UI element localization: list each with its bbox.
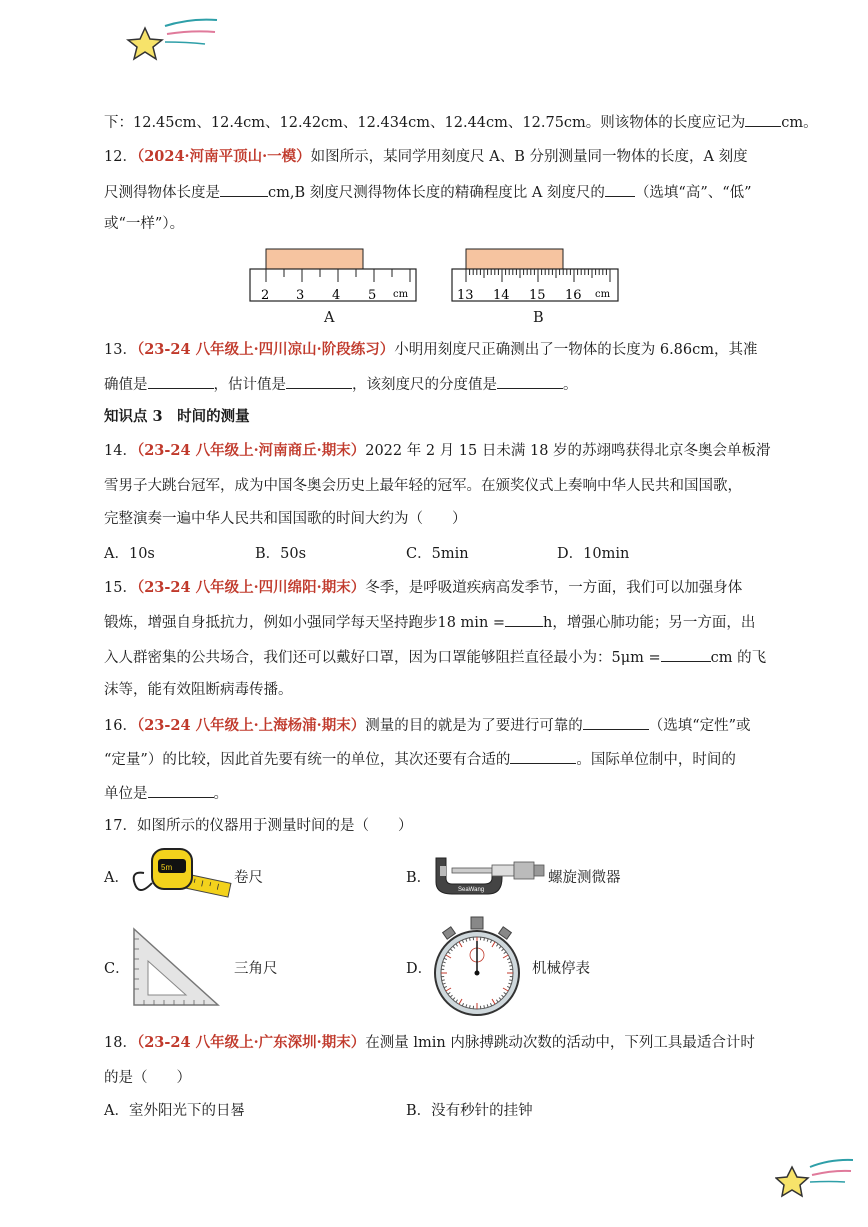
q18-line-2: 的是（ ）	[104, 1070, 191, 1086]
q12-line-2: 尺测得物体长度是 cm,B 刻度尺测得物体长度的精确程度比 A 刻度尺的 （选填“高”、“低”	[104, 182, 752, 203]
measured-object	[466, 249, 563, 269]
dial-tick	[509, 980, 512, 981]
q17-caption-d: 机械停表	[532, 961, 590, 977]
dial-tick	[470, 1005, 471, 1008]
answer-blank[interactable]	[583, 715, 649, 730]
dial-tick	[484, 1005, 485, 1008]
tick-label: 3	[296, 288, 305, 303]
q13-line-2: 确值是 ，估计值是 ，该刻度尺的分度值是 。	[104, 374, 578, 395]
unit-label: cm	[595, 289, 611, 300]
option-b[interactable]: B．没有秒针的挂钟	[406, 1103, 533, 1119]
figure-label-b: B	[533, 310, 544, 326]
ruler-b-figure	[450, 248, 622, 306]
q17-option-b-letter[interactable]: B．	[406, 870, 432, 886]
question-source: （23-24 八年级上·广东深圳·期末）	[136, 1034, 366, 1051]
tick-label: 5	[368, 288, 377, 303]
q15-line-3: 入人群密集的公共场合，我们还可以戴好口罩，因为口罩能够阻拦直径最小为：5μm = cm 的飞	[104, 647, 766, 668]
stopwatch-icon	[432, 915, 522, 1020]
answer-blank[interactable]	[505, 612, 543, 627]
q17-option-c-letter[interactable]: C．	[104, 961, 130, 977]
dial-tick	[442, 966, 445, 967]
answer-blank[interactable]	[220, 182, 268, 197]
answer-blank[interactable]	[497, 374, 563, 389]
option-a[interactable]: A．10s	[104, 546, 155, 562]
tape-measure-icon	[130, 843, 235, 905]
shooting-star-icon	[775, 1155, 855, 1200]
q12-line-1: 12．（2024·河南平顶山·一模）如图所示，某同学用刻度尺 A、B 分别测量同一物体的长度，A 刻度	[104, 148, 748, 165]
measured-object	[266, 249, 363, 269]
tick-label: 16	[565, 288, 582, 303]
q13-line-1: 13．（23-24 八年级上·四川凉山·阶段练习）小明用刻度尺正确测出了一物体的长度为 6.86cm，其准	[104, 341, 758, 358]
answer-blank[interactable]	[661, 647, 711, 662]
answer-blank[interactable]	[745, 112, 781, 127]
dial-tick	[470, 938, 471, 941]
question-source: （23-24 八年级上·河南商丘·期末）	[136, 442, 366, 459]
svg-text:SeaWang: SeaWang	[458, 887, 485, 893]
q17-caption-c: 三角尺	[234, 961, 278, 977]
tick-label: 14	[493, 288, 510, 303]
dial-tick	[509, 966, 512, 967]
q16-line-1: 16．（23-24 八年级上·上海杨浦·期末）测量的目的就是为了要进行可靠的 （选填“定性”或	[104, 717, 751, 734]
option-b[interactable]: B．50s	[255, 546, 307, 562]
q17-caption-a: 卷尺	[234, 870, 263, 886]
answer-blank[interactable]	[148, 783, 214, 798]
figure-label-a: A	[324, 310, 335, 326]
q16-line-3: 单位是 。	[104, 783, 228, 804]
q14-line-1: 14．（23-24 八年级上·河南商丘·期末）2022 年 2 月 15 日未满 18 岁的苏翊鸣获得北京冬奥会单板滑	[104, 442, 771, 459]
q11-tail-line: 下：12.45cm、12.4cm、12.42cm、12.434cm、12.44cm、12.75cm。则该物体的长度应记为 cm。	[104, 112, 818, 133]
q15-line-2: 锻炼，增强自身抵抗力，例如小强同学每天坚持跑步18 min = h，增强心肺功能；另一方面，出	[104, 612, 755, 633]
svg-text:5m: 5m	[161, 863, 173, 872]
answer-blank[interactable]	[510, 749, 576, 764]
answer-blank[interactable]	[148, 374, 214, 389]
q17-option-a-letter[interactable]: A．	[104, 870, 129, 886]
q16-line-2: “定量”）的比较，因此首先要有统一的单位，其次还要有合适的 。国际单位制中，时间的	[104, 749, 736, 770]
q14-line-3: 完整演奏一遍中华人民共和国国歌的时间大约为（ ）	[104, 511, 467, 527]
q17-stem: 17．如图所示的仪器用于测量时间的是（ ）	[104, 818, 413, 834]
tick-label: 4	[332, 288, 341, 303]
tick-label: 15	[529, 288, 546, 303]
q14-line-2: 雪男子大跳台冠军，成为中国冬奥会历史上最年轻的冠军。在颁奖仪式上奏响中华人民共和国国歌，	[104, 478, 742, 494]
micrometer-icon	[430, 848, 548, 900]
answer-blank[interactable]	[286, 374, 352, 389]
tick-label: 13	[457, 288, 474, 303]
dial-tick	[442, 980, 445, 981]
option-d[interactable]: D．10min	[557, 546, 630, 562]
tick-label: 2	[261, 288, 270, 303]
q17-option-d-letter[interactable]: D．	[406, 961, 433, 977]
option-a[interactable]: A．室外阳光下的日晷	[104, 1103, 245, 1119]
unit-label: cm	[393, 289, 409, 300]
section-heading: 知识点 3 时间的测量	[104, 408, 250, 425]
question-source: （2024·河南平顶山·一模）	[136, 148, 311, 165]
q18-line-1: 18．（23-24 八年级上·广东深圳·期末）在测量 lmin 内脉搏跳动次数的活动中，下列工具最适合计时	[104, 1034, 755, 1051]
answer-blank[interactable]	[605, 182, 635, 197]
q12-line-3: 或“一样”）。	[104, 216, 185, 232]
q15-line-1: 15．（23-24 八年级上·四川绵阳·期末）冬季，是呼吸道疾病高发季节，一方面，我们可以加强身体	[104, 579, 743, 596]
question-source: （23-24 八年级上·四川凉山·阶段练习）	[136, 341, 395, 358]
question-source: （23-24 八年级上·四川绵阳·期末）	[136, 579, 366, 596]
question-source: （23-24 八年级上·上海杨浦·期末）	[136, 717, 366, 734]
q17-caption-b: 螺旋测微器	[548, 870, 621, 886]
q15-line-4: 沫等，能有效阻断病毒传播。	[104, 682, 293, 698]
set-square-icon	[128, 925, 223, 1015]
shooting-star-icon	[125, 14, 220, 64]
ruler-a-figure	[248, 248, 420, 306]
dial-tick	[484, 938, 485, 941]
option-c[interactable]: C．5min	[406, 546, 469, 562]
